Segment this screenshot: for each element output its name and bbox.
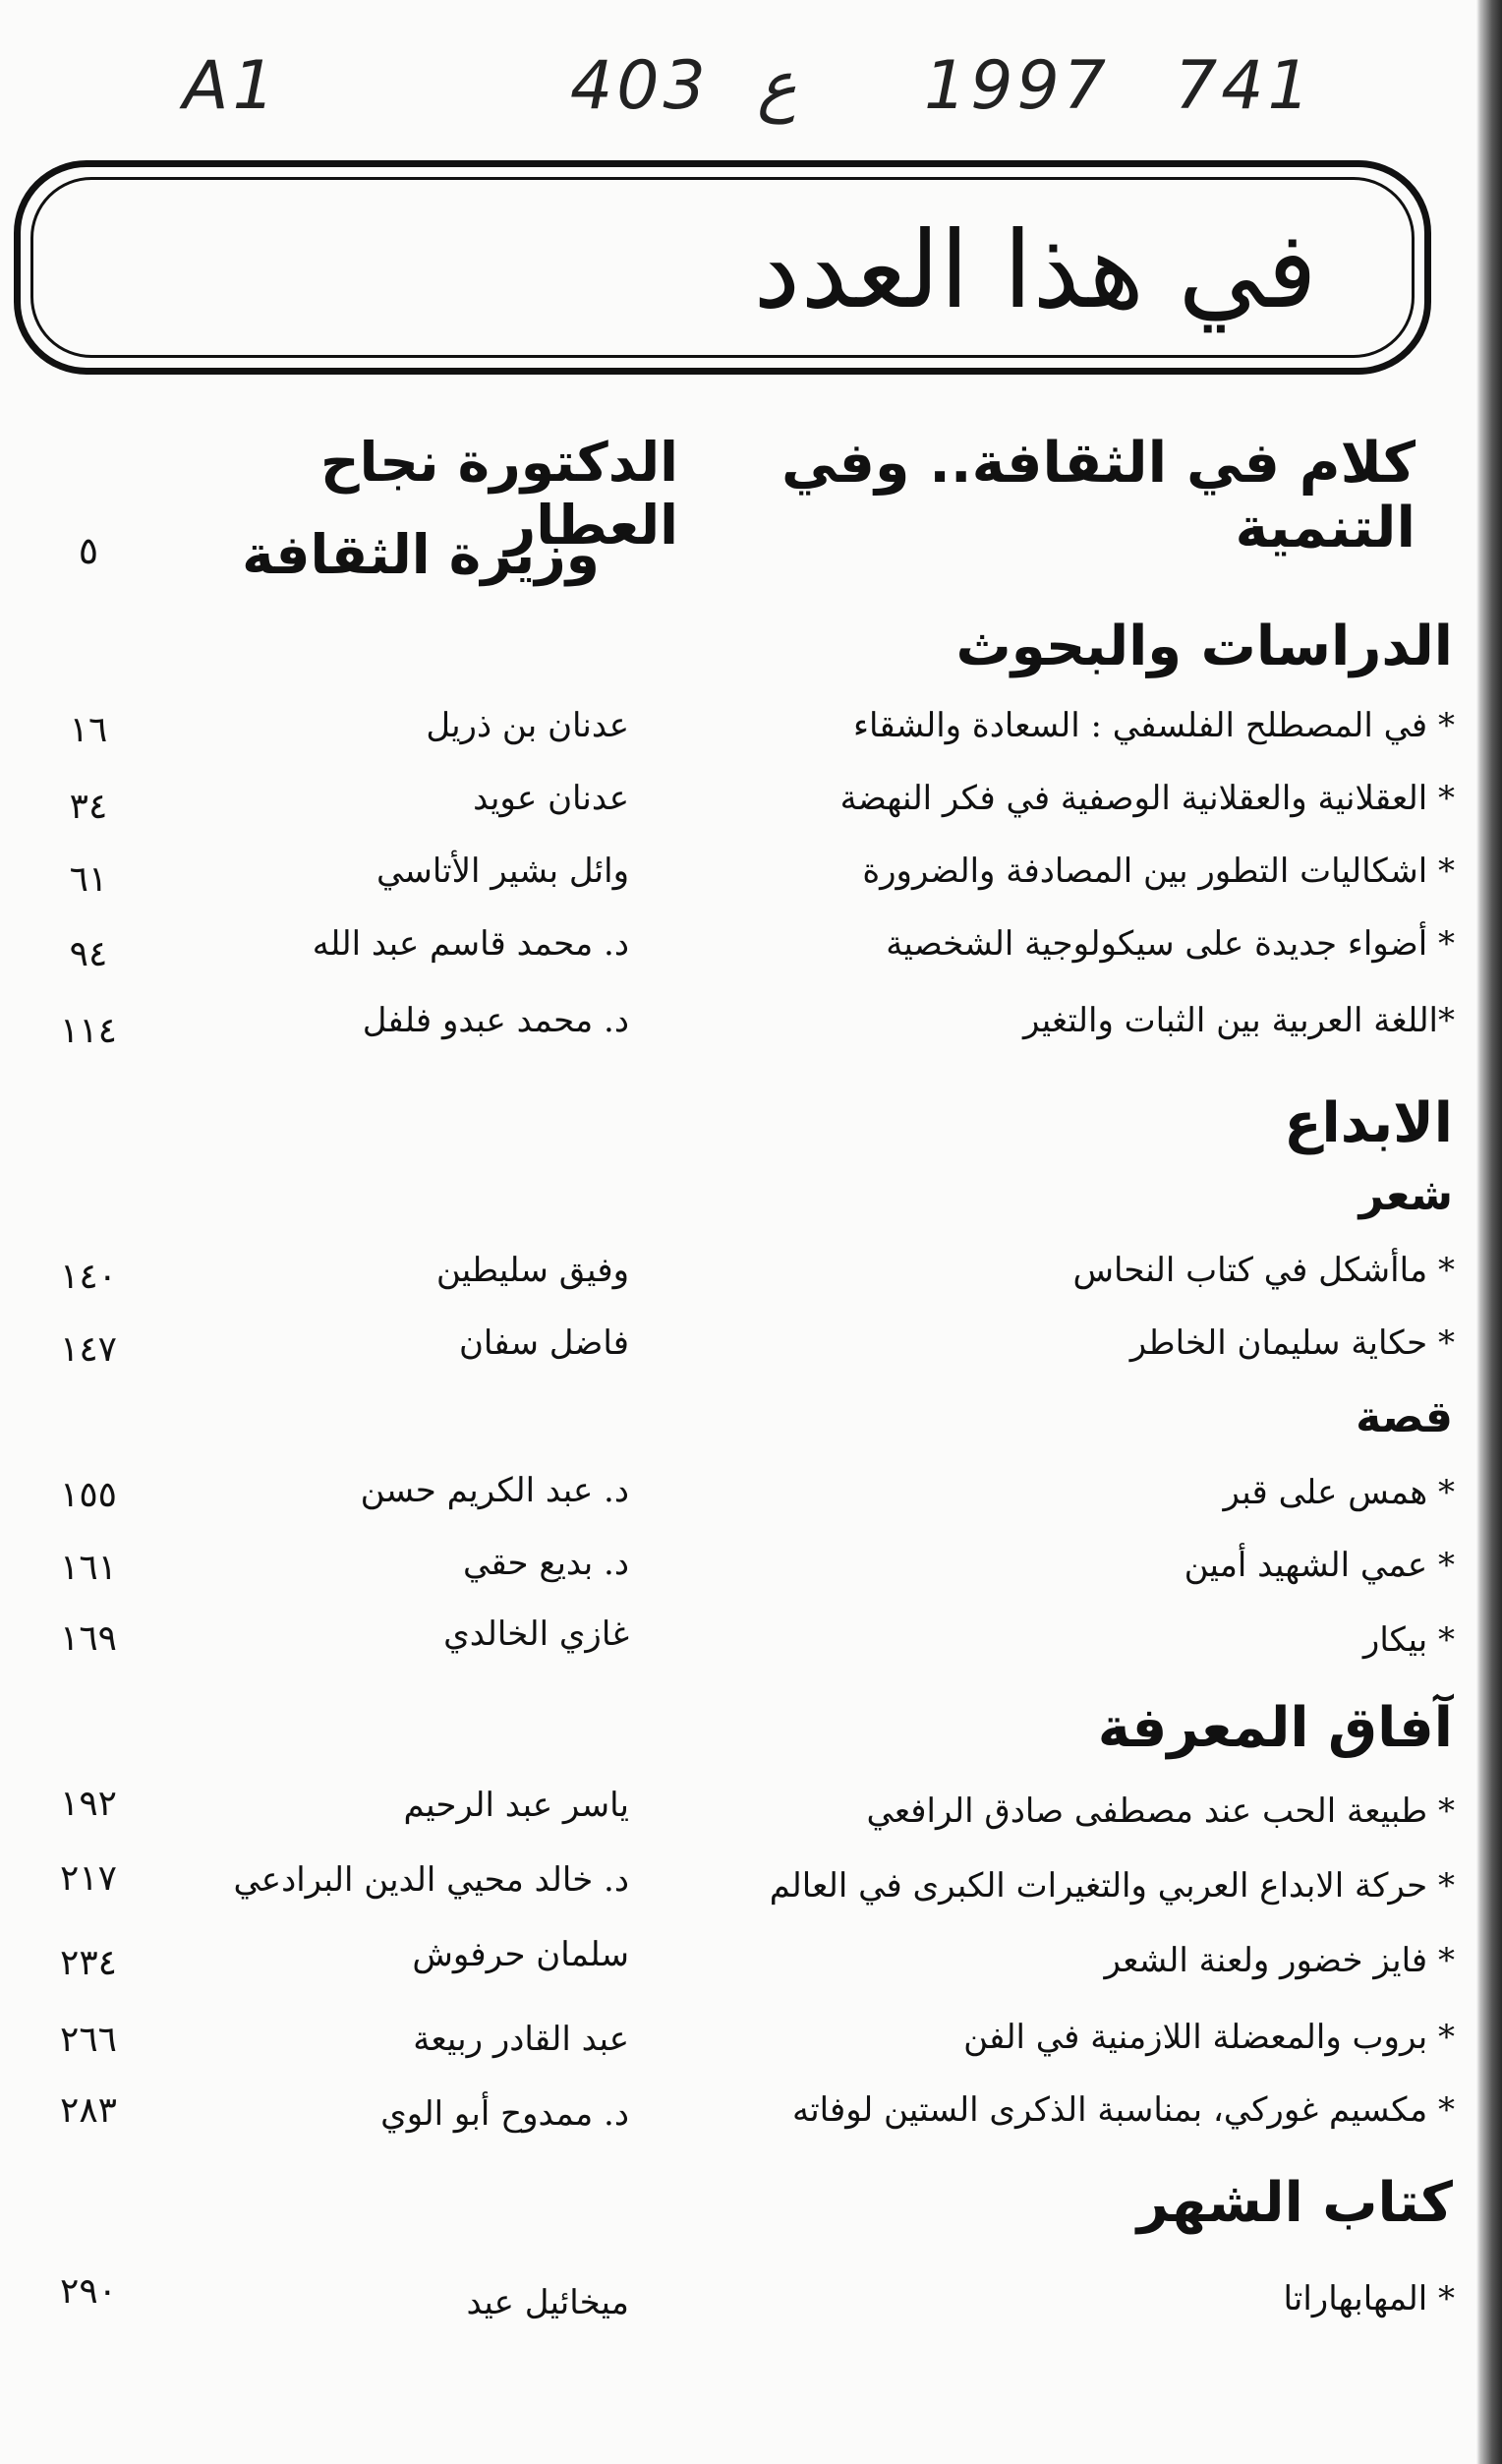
handwritten-403: 403 (570, 47, 710, 125)
toc-item-author: سلمان حرفوش (412, 1935, 629, 1974)
lead-author-name: الدكتورة نجاح العطار (319, 431, 678, 557)
section-heading-horizons: آفاق المعرفة (1097, 1696, 1453, 1760)
toc-item-title: * حكاية سليمان الخاطر (1129, 1323, 1455, 1363)
toc-item-page: ١٤٠ (59, 1257, 117, 1297)
toc-item-title: * عمي الشهيد أمين (1184, 1546, 1455, 1585)
toc-item-title: * همس على قبر (1223, 1473, 1455, 1512)
toc-item-author: عبد القادر ربيعة (413, 2020, 629, 2059)
toc-item-title: * مكسيم غوركي، بمناسبة الذكرى الستين لوفاته (791, 2090, 1455, 2130)
toc-item-author: د. محمد قاسم عبد الله (312, 924, 629, 964)
toc-item-title: *اللغة العربية بين الثبات والتغير (1022, 1001, 1455, 1040)
toc-item-page: ٢٩٠ (59, 2271, 117, 2312)
toc-item-author: د. بديع حقي (463, 1544, 629, 1583)
toc-item-title: * أضواء جديدة على سيكولوجية الشخصية (886, 924, 1455, 964)
toc-item-page: ٩٤ (69, 934, 108, 974)
subsection-heading-story: قصة (1356, 1392, 1453, 1442)
toc-item-author: غازي الخالدي (443, 1614, 629, 1654)
subsection-heading-poetry: شعر (1358, 1170, 1453, 1220)
toc-item-page: ٢٨٣ (59, 2090, 117, 2131)
toc-item-author: وفيق سليطين (435, 1251, 629, 1290)
toc-item-page: ٣٤ (69, 787, 108, 827)
toc-item-author: عدنان عويد (473, 779, 629, 818)
toc-item-page: ١٦ (69, 710, 108, 750)
toc-item-author: عدنان بن ذريل (426, 706, 629, 745)
toc-item-author: وائل بشير الأتاسي (376, 851, 629, 891)
toc-item-author: د. خالد محيي الدين البرادعي (233, 1860, 629, 1900)
toc-item-author: د. محمد عبدو فلفل (362, 1001, 629, 1040)
handwritten-ain: ع (757, 47, 797, 125)
toc-item-title: * فايز خضور ولعنة الشعر (1104, 1941, 1455, 1980)
toc-item-title: * طبيعة الحب عند مصطفى صادق الرافعي (866, 1791, 1455, 1831)
toc-item-title: * حركة الابداع العربي والتغيرات الكبرى في العالم (769, 1866, 1455, 1906)
section-heading-creativity: الابداع (1284, 1091, 1453, 1155)
handwritten-a1: A1 (183, 47, 279, 125)
toc-item-author: د. عبد الكريم حسن (360, 1471, 629, 1510)
toc-item-author: د. ممدوح أبو الوي (380, 2094, 629, 2134)
toc-item-page: ٢١٧ (59, 1858, 117, 1899)
toc-item-author: فاضل سفان (458, 1323, 629, 1363)
page-title: في هذا العدد (753, 209, 1317, 332)
scan-edge (1476, 0, 1502, 2464)
lead-article-title: كلام في الثقافة.. وفي التنمية (781, 431, 1415, 560)
toc-item-page: ١٩٢ (59, 1784, 117, 1824)
toc-item-page: ١٦١ (59, 1548, 117, 1588)
toc-item-title: * في المصطلح الفلسفي : السعادة والشقاء (852, 706, 1455, 745)
handwritten-number: 741 (1175, 47, 1314, 125)
toc-item-title: * ماأشكل في كتاب النحاس (1072, 1251, 1455, 1290)
toc-item-page: ١٦٩ (59, 1618, 117, 1659)
lead-author-role: وزيرة الثقافة (242, 523, 600, 586)
section-heading-book: كتاب الشهر (1136, 2171, 1453, 2235)
toc-item-page: ١١٤ (59, 1011, 117, 1051)
toc-item-author: ميخائيل عيد (466, 2283, 629, 2322)
section-heading-studies: الدراسات والبحوث (955, 615, 1453, 678)
toc-item-title: * بيكار (1362, 1620, 1455, 1660)
toc-item-page: ٦١ (69, 859, 108, 900)
toc-item-page: ٢٣٤ (59, 1943, 117, 1983)
toc-item-author: ياسر عبد الرحيم (403, 1786, 629, 1825)
lead-page-number: ٥ (78, 529, 99, 572)
handwritten-year: 1997 (924, 47, 1111, 125)
toc-item-title: * بروب والمعضلة اللازمنية في الفن (963, 2018, 1455, 2057)
toc-item-title: * المهابهاراتا (1283, 2279, 1455, 2318)
toc-item-page: ١٤٧ (59, 1329, 117, 1370)
toc-item-page: ١٥٥ (59, 1475, 117, 1515)
toc-item-page: ٢٦٦ (59, 2020, 117, 2060)
toc-item-title: * اشكاليات التطور بين المصادفة والضرورة (862, 851, 1455, 891)
toc-item-title: * العقلانية والعقلانية الوصفية في فكر النهضة (839, 779, 1455, 818)
